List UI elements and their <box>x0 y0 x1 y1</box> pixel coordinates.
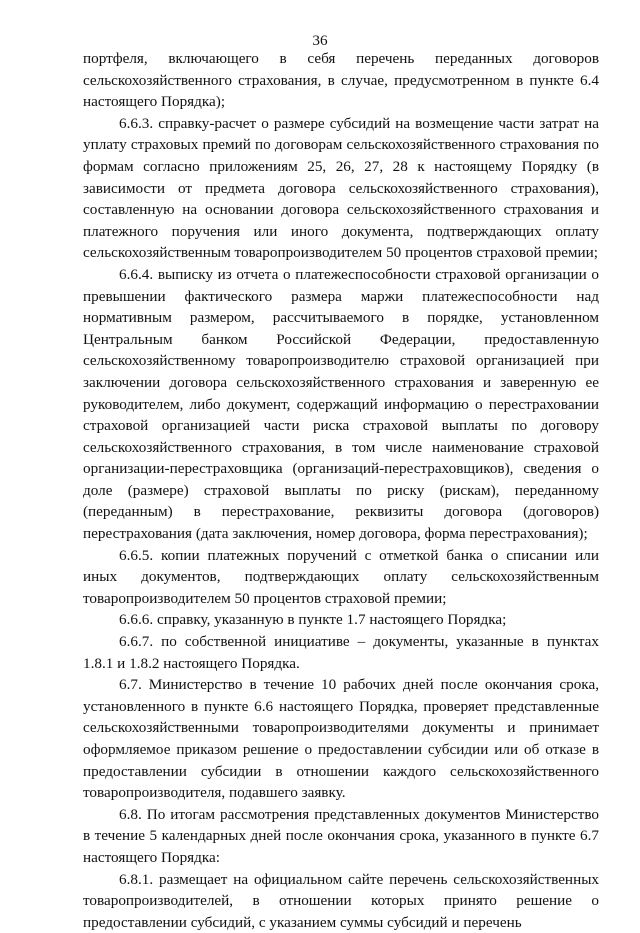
paragraph-6-6-6: 6.6.6. справку, указанную в пункте 1.7 настоящего Порядка; <box>119 611 507 629</box>
paragraph-6-6-7: 6.6.7. по собственной инициативе – документы, указанные в пунктах 1.8.1 и 1.8.2 настоящего Порядка. <box>83 633 599 672</box>
paragraph-6-6-3: 6.6.3. справку-расчет о размере субсидий на возмещение части затрат на уплату страховых премий по договорам сельскохозяйственного страхования по формам согласно приложениям 25, 26, 27, 28 к настоящему Порядку (в зависимости от предмета договора сельскохозяйственного страхования), составленную на основании договора сельскохозяйственного страхования и платежного поручения или иного документа, подтверждающих оплату сельскохозяйственным товаропроизводителем 50 процентов страховой премии; <box>83 114 599 262</box>
paragraph-6-8-1: 6.8.1. размещает на официальном сайте перечень сельскохозяйственных товаропроизводителей, в отношении которых принято решение о предоставлении субсидий, с указанием суммы субсидий и перечень <box>83 870 599 931</box>
page-number: 36 <box>312 32 328 49</box>
paragraph-continuation: портфеля, включающего в себя перечень переданных договоров сельскохозяйственного страхования, в случае, предусмотренном в пункте 6.4 настоящего Порядка); <box>83 50 599 111</box>
paragraph-6-6-5: 6.6.5. копии платежных поручений с отметкой банка о списании или иных документов, подтверждающих оплату сельскохозяйственным товаропроизводителем 50 процентов страховой премии; <box>83 546 599 607</box>
paragraph-6-8: 6.8. По итогам рассмотрения представленных документов Министерство в течение 5 календарных дней после окончания срока, указанного в пункте 6.7 настоящего Порядка: <box>83 805 599 866</box>
paragraph-6-6-4: 6.6.4. выписку из отчета о платежеспособности страховой организации о превышении фактического размера маржи платежеспособности над нормативным размером, рассчитываемого в порядке, установленном Центральным банком Российской Федерации, предоставленную сельскохозяйственному товаропроизводителю страховой организацией при заключении договора сельскохозяйственного страхования и заверенную ее руководителем, либо документ, содержащий информацию о перестраховании страховой организацией части риска страховой выплаты по договору сельскохозяйственного страхования, в том числе наименование страховой организации-перестраховщика (организаций-перестраховщиков), сведения о доле (размере) страховой выплаты по риску (рискам), переданному (переданным) в перестрахование, реквизиты договора (договоров) перестрахования (дата заключения, номер договора, форма перестрахования); <box>83 265 599 543</box>
document-body <box>83 48 599 933</box>
paragraph-6-7: 6.7. Министерство в течение 10 рабочих дней после окончания срока, установленного в пункте 6.6 настоящего Порядка, проверяет представленные сельскохозяйственными товаропроизводителями документы и принимает оформляемое приказом решение о предоставлении субсидии или об отказе в предоставлении субсидии в отношении каждого сельскохозяйственного товаропроизводителя, подавшего заявку. <box>83 676 599 802</box>
